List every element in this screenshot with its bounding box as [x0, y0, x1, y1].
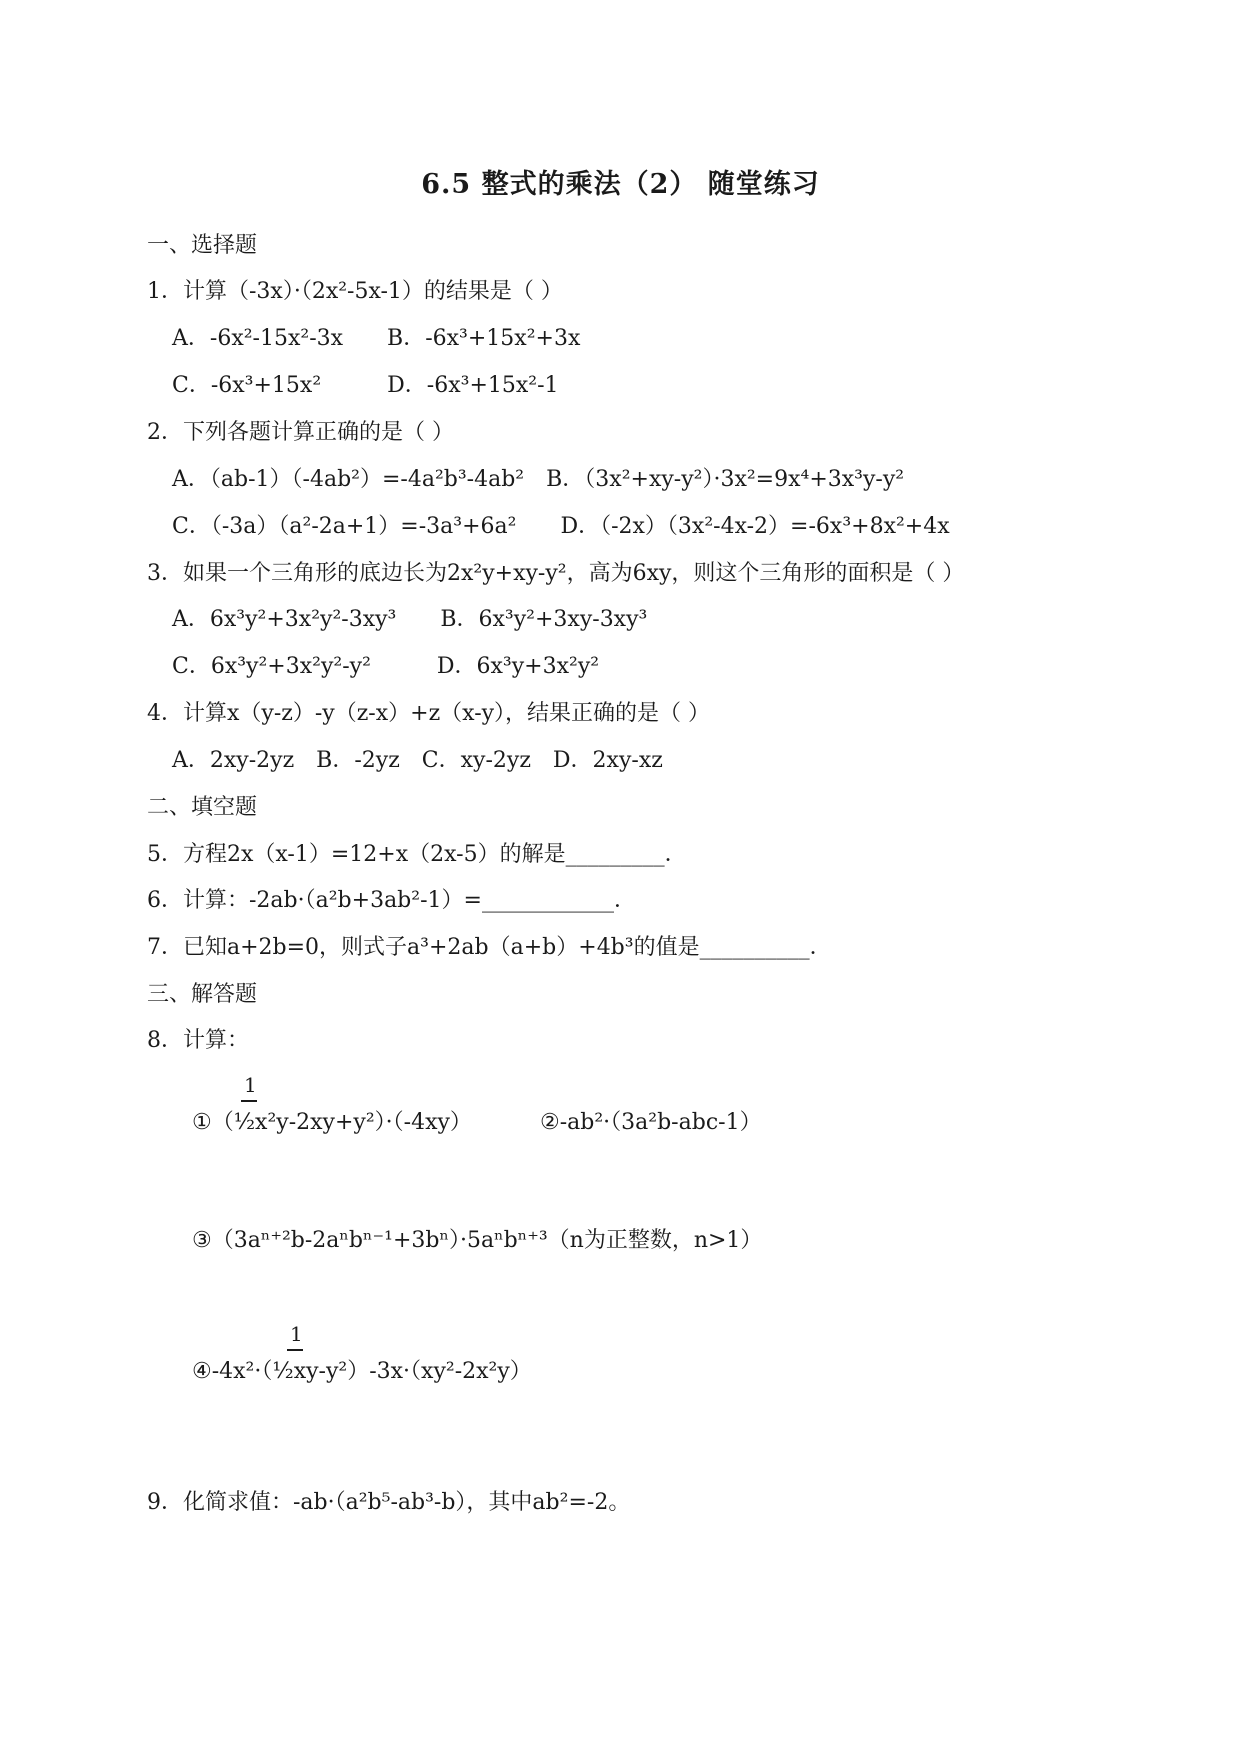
section-heading-answer: 三、解答题: [147, 982, 258, 1007]
question-8-part-1: ①（½x²y-2xy+y²）·（-4xy）: [192, 1110, 472, 1135]
question-5: 5．方程2x（x-1）=12+x（2x-5）的解是_________．: [147, 842, 687, 867]
fraction-numerator: 1: [290, 1322, 303, 1346]
question-3-options-row-2: C．6x³y²+3x²y²-y² D．6x³y+3x²y²: [172, 654, 600, 679]
question-1-stem: 1．计算（-3x）·（2x²-5x-1）的结果是（ ）: [147, 279, 563, 304]
page-title: 6.5 整式的乘法（2） 随堂练习: [421, 169, 820, 200]
fraction-bar: [287, 1349, 303, 1351]
question-8-part-2: ②-ab²·（3a²b-abc-1）: [540, 1110, 762, 1135]
question-1-options-row-2: C．-6x³+15x² D．-6x³+15x²-1: [172, 373, 559, 398]
question-6: 6．计算：-2ab·（a²b+3ab²-1）=____________．: [147, 888, 636, 913]
question-8-stem: 8．计算：: [147, 1028, 249, 1053]
question-8-part-4: ④-4x²·（½xy-y²）-3x·（xy²-2x²y）: [192, 1359, 532, 1384]
question-4-options-row-1: A．2xy-2yz B．-2yz C．xy-2yz D．2xy-xz: [172, 748, 663, 773]
fraction-numerator: 1: [244, 1073, 257, 1097]
question-3-stem: 3．如果一个三角形的底边长为2x²y+xy-y²，高为6xy，则这个三角形的面积是（ ）: [147, 561, 965, 586]
question-8-part-3: ③（3aⁿ⁺²b-2aⁿbⁿ⁻¹+3bⁿ）·5aⁿbⁿ⁺³（n为正整数，n>1）: [192, 1228, 763, 1253]
question-1-options-row-1: A．-6x²-15x²-3x B．-6x³+15x²+3x: [172, 326, 581, 351]
question-2-options-row-2: C．（-3a）（a²-2a+1）=-3a³+6a² D．（-2x）（3x²-4x-2）=-6x³+8x²+4x: [172, 514, 950, 539]
section-heading-multiple-choice: 一、选择题: [147, 233, 258, 258]
question-4-stem: 4．计算x（y-z）-y（z-x）+z（x-y），结果正确的是（ ）: [147, 701, 711, 726]
question-7: 7．已知a+2b=0，则式子a³+2ab（a+b）+4b³的值是__________．: [147, 935, 832, 960]
question-3-options-row-1: A．6x³y²+3x²y²-3xy³ B．6x³y²+3xy-3xy³: [172, 607, 648, 632]
question-2-stem: 2．下列各题计算正确的是（ ）: [147, 420, 454, 445]
question-2-options-row-1: A．（ab-1）（-4ab²）=-4a²b³-4ab² B．（3x²+xy-y²）·3x²=9x⁴+3x³y-y²: [172, 467, 905, 492]
fraction-bar: [241, 1100, 257, 1102]
question-9: 9．化简求值：-ab·（a²b⁵-ab³-b），其中ab²=-2。: [147, 1490, 631, 1515]
section-heading-fill-in: 二、填空题: [147, 795, 258, 820]
